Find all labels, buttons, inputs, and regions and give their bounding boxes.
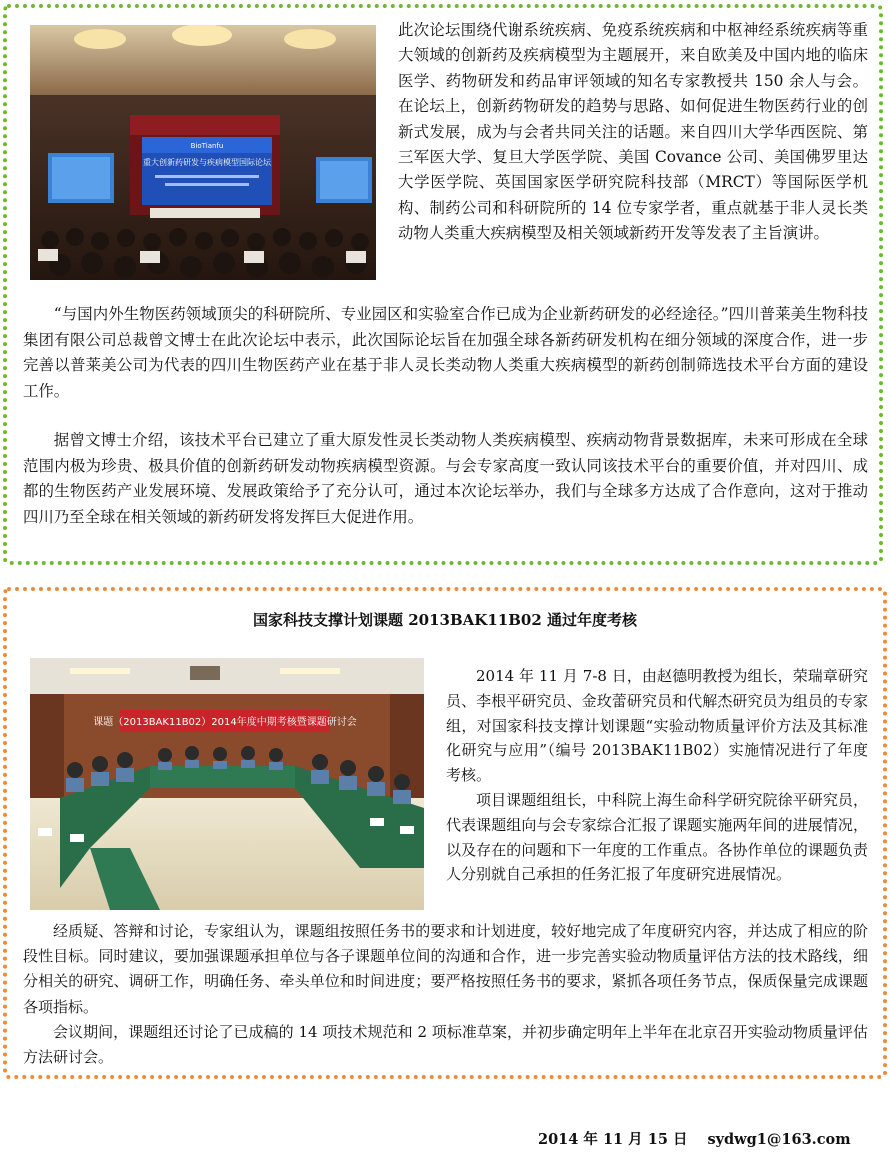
footer-email: sydwg1@163.com: [707, 1131, 851, 1148]
meeting-banner-text: 课题（2013BAK11B02）2014年度中期考核暨课题研讨会: [93, 717, 357, 728]
forum-photo-image: [30, 25, 376, 280]
assessment-meeting-photo: [30, 658, 424, 910]
assessment-paragraph-3: 经质疑、答辩和讨论，专家组认为，课题组按照任务书的要求和计划进度，较好地完成了年度研究内容，并达成了相应的阶段性目标。同时建议，要加强课题承担单位与各子课题单位间的沟通和合作，进一步完善实验动物质量评估方法的技术路线，细分相关的研究、调研工作，明确任务、牵头单位和时间进度；要严格按照任务书的要求，紧抓各项任务节点，保质保量完成课题各项指标。: [23, 922, 868, 1016]
assessment-title: 国家科技支撑计划课题 2013BAK11B02 通过年度考核: [253, 611, 637, 629]
forum-conference-photo: [30, 25, 376, 280]
assessment-paragraph-2: 项目课题组组长，中科院上海生命科学研究院徐平研究员，代表课题组向与会专家综合汇报了课题实施两年间的进展情况，以及存在的问题和下一年度的工作重点。各协作单位的课题负责人分别就自己承担的任务汇报了年度研究进展情况。: [446, 790, 868, 884]
footer: [538, 1128, 871, 1149]
footer-date: 2014 年 11 月 15 日: [538, 1131, 688, 1148]
forum-paragraph-3: 据曾文博士介绍，该技术平台已建立了重大原发性灵长类动物人类疾病模型、疾病动物背景数据库，未来可形成在全球范围内极为珍贵、极具价值的创新药研发动物疾病模型资源。与会专家高度一致认同该技术平台的重要价值，并对四川、成都的生物医药产业发展环境、发展政策给予了充分认可，通过本次论坛举办，我们与全球多方达成了合作意向，这对于推动四川乃至全球在相关领域的新药研发将发挥巨大促进作用。: [23, 431, 868, 526]
forum-banner-title: 重大创新药研发与疾病模型国际论坛: [143, 158, 271, 167]
assessment-paragraph-4: 会议期间，课题组还讨论了已成稿的 14 项技术规范和 2 项标准草案，并初步确定明年上半年在北京召开实验动物质量评估方法研讨会。: [23, 1022, 868, 1067]
forum-banner-brand: BioTianfu: [190, 142, 224, 150]
assessment-bottom-text: [23, 919, 868, 1070]
assessment-paragraph-1: 2014 年 11 月 7-8 日，由赵德明教授为组长，荣瑞章研究员、李根平研究员、金玫蕾研究员和代解杰研究员为组员的专家组，对国家科技支撑计划课题“实验动物质量评价方法及其标准化研究与应用”（编号 2013BAK11B02）实施情况进行了年度考核。: [446, 667, 868, 785]
assessment-photo-image: [30, 658, 424, 910]
assessment-right-column: [446, 664, 868, 887]
forum-paragraph-2: “与国内外生物医药领域顶尖的科研院所、专业园区和实验室合作已成为企业新药研发的必经途径。”四川普莱美生物科技集团有限公司总裁曾文博士在此次论坛中表示，此次国际论坛旨在加强全球各新药研发机构在细分领域的深度合作，进一步完善以普莱美公司为代表的四川生物医药产业在基于非人灵长类动物人类重大疾病模型的新药创制筛选技术平台方面的建设工作。: [23, 305, 868, 400]
forum-paragraph-1: 此次论坛围绕代谢系统疾病、免疫系统疾病和中枢神经系统疾病等重大领域的创新药及疾病模型为主题展开，来自欧美及中国内地的临床医学、药物研发和药品审评领域的知名专家教授共 150 余人与会。在论坛上，创新药物研发的趋势与思路、如何促进生物医药行业的创新式发展，成为与会者共同关注的话题。来自四川大学华西医院、第三军医大学、复旦大学医学院、美国 Covance 公司、美国佛罗里达大学医学院、英国国家医学研究院科技部（MRCT）等国际医学机构、制药公司和科研院所的 14 位专家学者，重点就基于非人灵长类动物人类重大疾病模型及相关领域新药开发等发表了主旨演讲。: [398, 21, 868, 243]
